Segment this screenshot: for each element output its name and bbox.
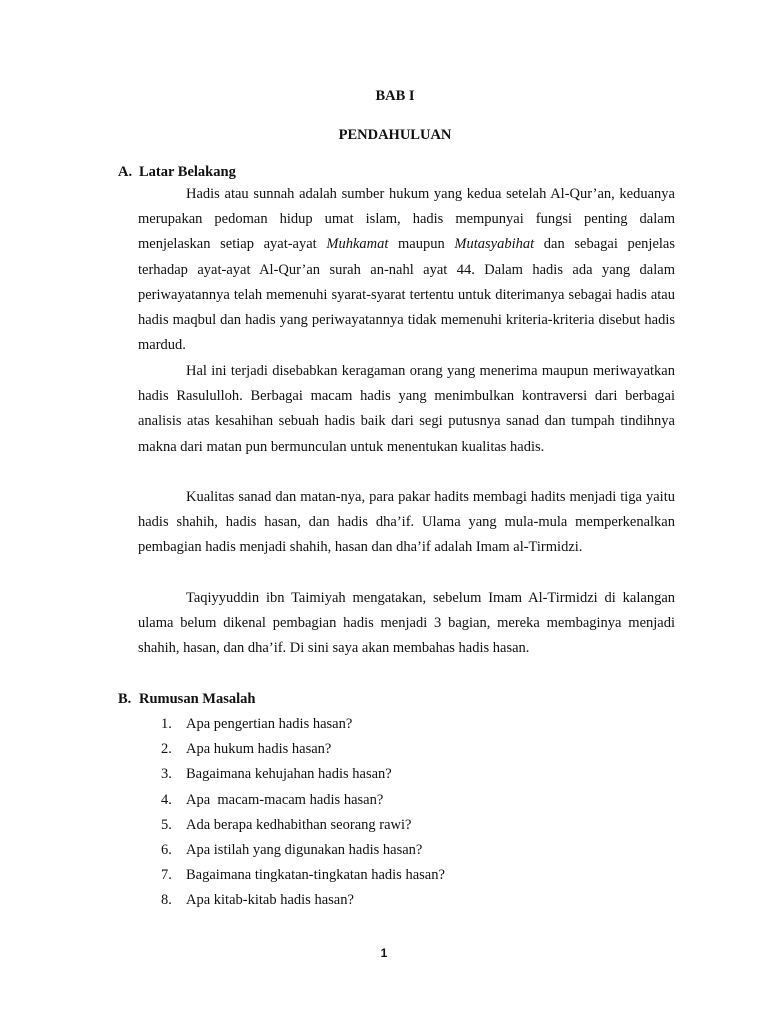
list-item — [161, 838, 445, 863]
list-item — [161, 888, 445, 913]
section-b-title: Rumusan Masalah — [139, 691, 256, 707]
paragraph-2-text: Hal ini terjadi disebabkan keragaman orang yang menerima maupun meriwayatkan hadis Rasululloh. Berbagai macam hadis yang menimbulkan kontraversi dari berbagai analisis atas kesahihan sebuah hadis baik dari segi putusnya sanad dan tumpah tindihnya makna dari matan pun bermunculan untuk menentukan kualitas hadis. — [138, 363, 675, 455]
paragraph-3 — [138, 485, 675, 561]
list-item — [161, 788, 445, 813]
list-number: 6. — [161, 841, 172, 858]
list-item — [161, 813, 445, 838]
list-item — [161, 762, 445, 787]
list-text: Apa hukum hadis hasan? — [186, 741, 332, 758]
paragraph-1-text-c: dan sebagai penjelas terhadap ayat-ayat Al-Qur’an surah an-nahl ayat 44. Dalam hadis ada yang dalam periwayatannya telah memenuhi syarat-syarat tertentu untuk diterimanya sebagai hadis atau hadis maqbul dan hadis yang periwayatannya tidak memenuhi kriteria-kriteria disebut hadis mardud. — [138, 236, 675, 354]
list-text: Bagaimana kehujahan hadis hasan? — [186, 766, 392, 783]
list-number: 4. — [161, 791, 172, 808]
italic-term-mutasyabihat: Mutasyabihat — [454, 236, 535, 253]
paragraph-1-text-a: Hadis atau sunnah adalah sumber hukum yang kedua setelah Al-Qur’an, keduanya merupakan pedoman hidup umat islam, hadis mempunyai fungsi penting dalam menjelaskan setiap ayat-ayat — [138, 186, 675, 253]
list-text: Bagaimana tingkatan-tingkatan hadis hasan? — [186, 867, 445, 884]
section-a-title: Latar Belakang — [139, 164, 236, 180]
list-number: 5. — [161, 816, 172, 833]
section-b-heading — [118, 691, 255, 708]
list-item — [161, 737, 445, 762]
section-a-heading — [118, 164, 236, 181]
list-number: 3. — [161, 766, 172, 783]
section-b-label: B. — [118, 691, 132, 707]
section-a-label: A. — [118, 164, 133, 180]
list-number: 1. — [161, 716, 172, 732]
paragraph-4 — [138, 586, 675, 662]
list-text: Ada berapa kedhabithan seorang rawi? — [186, 816, 412, 833]
paragraph-1-text-b: maupun — [388, 236, 455, 253]
list-text: Apa macam-macam hadis hasan? — [186, 791, 384, 808]
list-number: 2. — [161, 741, 172, 758]
paragraph-3-text: Kualitas sanad dan matan-nya, para pakar hadits membagi hadits menjadi tiga yaitu hadis shahih, hadis hasan, dan hadis dha’if. Ulama yang mula-mula memperkenalkan pembagian hadis menjadi shahih, hasan dan dha’if adalah Imam al-Tirmidzi. — [138, 489, 675, 556]
list-item — [161, 712, 445, 737]
list-number: 8. — [161, 892, 172, 909]
list-item — [161, 863, 445, 888]
paragraph-1 — [138, 182, 675, 358]
chapter-title: PENDAHULUAN — [338, 127, 452, 143]
chapter-label: BAB I — [375, 88, 415, 104]
list-text: Apa pengertian hadis hasan? — [186, 716, 353, 732]
problem-list — [161, 712, 445, 914]
list-text: Apa istilah yang digunakan hadis hasan? — [186, 841, 423, 858]
italic-term-muhkamat: Muhkamat — [326, 236, 389, 253]
list-text: Apa kitab-kitab hadis hasan? — [186, 892, 354, 909]
paragraph-4-text: Taqiyyuddin ibn Taimiyah mengatakan, sebelum Imam Al-Tirmidzi di kalangan ulama belum dikenal pembagian hadis menjadi 3 bagian, mereka membaginya menjadi shahih, hasan, dan dha’if. Di sini saya akan membahas hadis hasan. — [138, 590, 675, 657]
paragraph-2 — [138, 359, 675, 460]
list-number: 7. — [161, 867, 172, 884]
page-number: 1 — [380, 946, 388, 960]
